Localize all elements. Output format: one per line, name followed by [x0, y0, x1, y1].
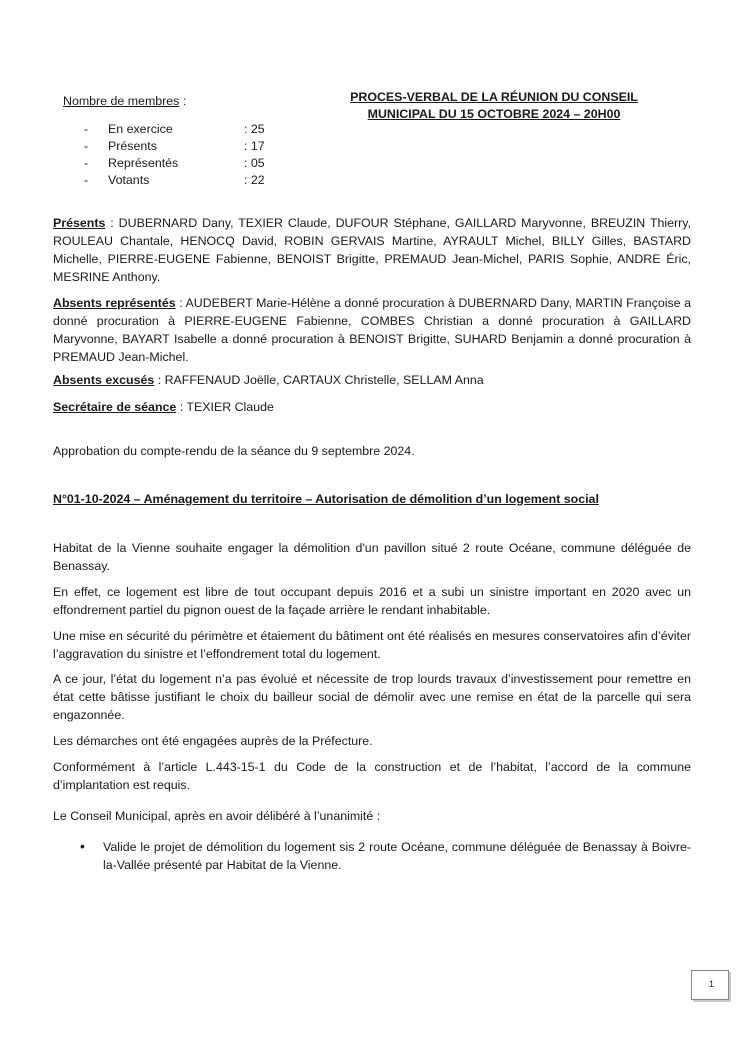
section-paragraph-7: Le Conseil Municipal, après en avoir délibéré à l’unanimité :: [53, 809, 381, 823]
secretaire-paragraph: [53, 398, 691, 416]
section-paragraph-6: Conformément à l’article L.443-15-1 du Code de la construction et de l’habitat, l’accord de la commune d’implantation est requis.: [53, 760, 691, 792]
section-paragraph-1: Habitat de la Vienne souhaite engager la démolition d'un pavillon situé 2 route Océane, commune déléguée de Benassay.: [53, 541, 691, 573]
members-label-text: Nombre de membres: [63, 94, 180, 108]
member-label: Présents: [108, 139, 157, 153]
approbation-text: Approbation du compte-rendu de la séance du 9 septembre 2024.: [53, 444, 415, 458]
member-label: Votants: [108, 173, 150, 187]
document-title: [318, 89, 670, 123]
members-count-label: [63, 94, 186, 108]
section-paragraph-3: Une mise en sécurité du périmètre et étaiement du bâtiment ont été réalisés en mesures conservatoires afin d’éviter l’aggravation du sinistre et l’effondrement total du logement.: [53, 629, 691, 661]
title-line-1: PROCES-VERBAL DE LA RÉUNION DU CONSEIL: [350, 90, 638, 104]
member-dash: -: [84, 139, 89, 153]
absents-excuses-label: Absents excusés: [53, 373, 155, 387]
absents-excuses-paragraph: [53, 371, 691, 389]
member-row-representes: [84, 155, 265, 171]
member-row-presents: [84, 138, 265, 154]
presents-label: Présents: [53, 216, 106, 230]
member-dash: -: [84, 173, 89, 187]
member-value: : 05: [244, 156, 265, 170]
member-dash: -: [84, 156, 89, 170]
page-number: 1: [708, 979, 714, 989]
member-row-en-exercice: [84, 121, 265, 137]
absents-representes-label: Absents représentés: [53, 296, 176, 310]
members-label-colon: :: [179, 94, 187, 108]
presents-paragraph: [53, 214, 691, 286]
secretaire-text: : TEXIER Claude: [176, 400, 274, 414]
absents-representes-paragraph: [53, 294, 691, 366]
presents-text: : DUBERNARD Dany, TEXIER Claude, DUFOUR Stéphane, GAILLARD Maryvonne, BREUZIN Thierry, ROULEAU Chantale, HENOCQ David, ROBIN GERVAIS Martine, AYRAULT Michel, BILLY Gilles, BASTARD Michelle, PIERRE-EUGENE Fabienne, BENOIST Brigitte, PREMAUD Jean-Michel, PARIS Sophie, ANDRE Éric, MESRINE Anthony.: [53, 216, 691, 284]
section-paragraph-5: Les démarches ont été engagées auprès de la Préfecture.: [53, 734, 373, 748]
absents-excuses-text: : RAFFENAUD Joëlle, CARTAUX Christelle, SELLAM Anna: [154, 373, 484, 387]
member-value: : 25: [244, 122, 265, 136]
bullet-dot-icon: •: [80, 838, 85, 854]
title-line-2: MUNICIPAL DU 15 OCTOBRE 2024 – 20H00: [367, 107, 621, 121]
member-label: En exercice: [108, 122, 173, 136]
page-number-box: [691, 970, 729, 1000]
section-paragraph-2: En effet, ce logement est libre de tout occupant depuis 2016 et a subi un sinistre important en 2020 avec un effondrement partiel du pignon ouest de la façade arrière le rendant inhabitable.: [53, 585, 691, 617]
member-value: : 17: [244, 139, 265, 153]
section-heading: N°01-10-2024 – Aménagement du territoire – Autorisation de démolition d’un logement social: [53, 492, 599, 506]
member-dash: -: [84, 122, 89, 136]
absents-representes-text: : AUDEBERT Marie-Hélène a donné procuration à DUBERNARD Dany, MARTIN Françoise a donné procuration à PIERRE-EUGENE Fabienne, COMBES Christian a donné procuration à GAILLARD Maryvonne, BAYART Isabelle a donné procuration à BENOIST Brigitte, SUHARD Benjamin a donné procuration à PREMAUD Jean-Michel.: [53, 296, 691, 364]
section-paragraph-4: A ce jour, l’état du logement n’a pas évolué et nécessite de trop lourds travaux d’investissement pour remettre en état cette bâtisse justifiant le choix du bailleur social de démolir avec une remise en état de la parcelle qui sera engazonnée.: [53, 672, 691, 722]
secretaire-label: Secrétaire de séance: [53, 400, 177, 414]
member-value: : 22: [244, 173, 265, 187]
member-row-votants: [84, 172, 265, 188]
bullet-item: Valide le projet de démolition du logement sis 2 route Océane, commune déléguée de Benassay à Boivre-la-Vallée présenté par Habitat de la Vienne.: [103, 840, 691, 872]
member-label: Représentés: [108, 156, 179, 170]
